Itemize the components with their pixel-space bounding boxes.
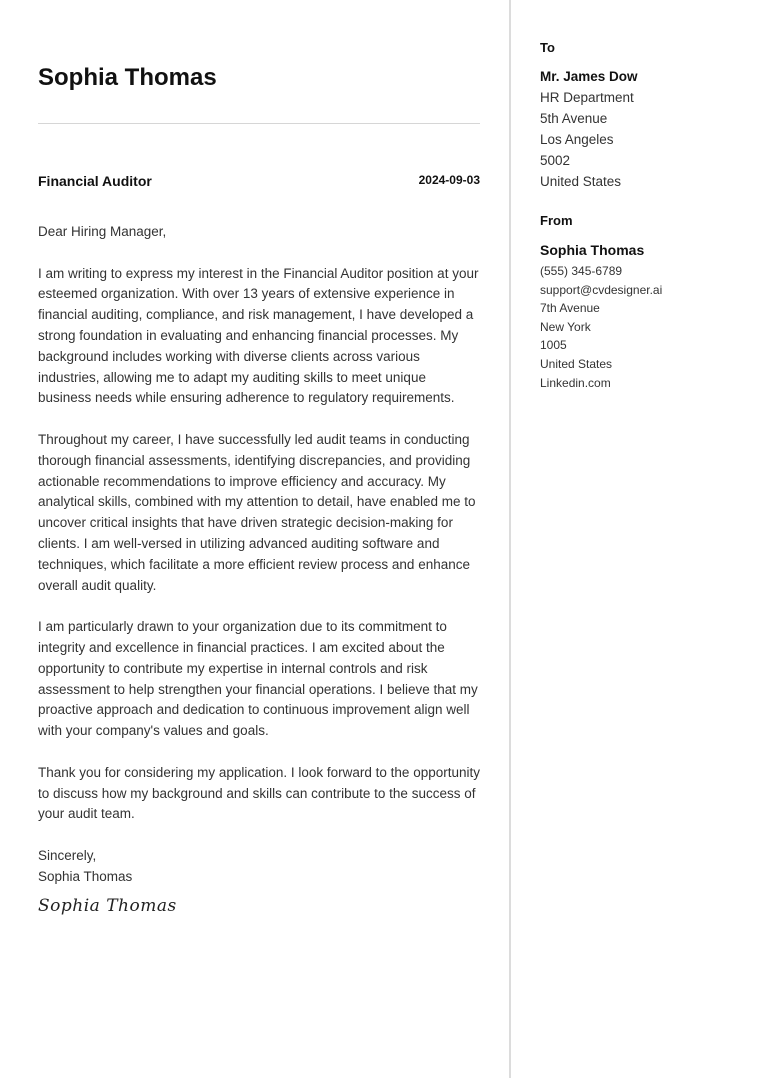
sender-country: United States [540, 356, 613, 371]
recipient-name: Mr. James Dow [540, 69, 638, 84]
paragraph-1: I am writing to express my interest in the Financial Auditor position at your esteemed organization. With over 13 years of extensive experience in financial auditing, compliance, and risk management, I have developed a strong foundation in evaluating and enhancing financial processes. My background includes working with diverse clients across various industries, allowing me to adapt my auditing skills to meet unique business needs while ensuring adherence to regulatory requirements. [38, 265, 479, 406]
recipient-postal-code: 5002 [540, 153, 571, 168]
handwritten-signature: Sophia Thomas [38, 895, 177, 916]
sender-postal-code: 1005 [540, 338, 567, 353]
to-label: To [540, 40, 555, 55]
sender-phone: (555) 345-6789 [540, 264, 623, 278]
paragraph-3: I am particularly drawn to your organization due to its commitment to integrity and excellence in financial practices. I am excited about the opportunity to contribute my expertise in internal controls and risk assessment to help strengthen your financial operations. I believe that my proactive approach and dedication to continuous improvement align well with your company's values and goals. [38, 619, 478, 739]
recipient-department: HR Department [540, 90, 634, 105]
header-divider [38, 123, 480, 124]
closing-block [38, 846, 480, 888]
sender-name: Sophia Thomas [540, 242, 645, 258]
recipient-block [540, 66, 638, 192]
letter-date: 2024-09-03 [418, 173, 480, 187]
closing-salutation: Sincerely, [38, 847, 97, 863]
sender-city: New York [540, 319, 591, 334]
closing-name: Sophia Thomas [38, 868, 133, 884]
sender-email: support@cvdesigner.ai [540, 282, 663, 297]
greeting: Dear Hiring Manager, [38, 224, 167, 239]
from-label: From [540, 213, 573, 228]
column-divider [509, 0, 511, 1078]
applicant-name: Sophia Thomas [38, 64, 217, 91]
sender-block [540, 240, 662, 392]
job-title: Financial Auditor [38, 173, 152, 189]
recipient-country: United States [540, 174, 622, 189]
recipient-street: 5th Avenue [540, 111, 608, 126]
paragraph-4: Thank you for considering my application. I look forward to the opportunity to discuss how my background and skills can contribute to the success of your audit team. [38, 764, 480, 822]
letter-body [38, 222, 480, 916]
recipient-city: Los Angeles [540, 132, 614, 147]
paragraph-2: Throughout my career, I have successfully led audit teams in conducting thorough financial assessments, identifying discrepancies, and providing actionable recommendations to improve efficiency and accuracy. My analytical skills, combined with my attention to detail, have enabled me to uncover critical insights that have driven strategic decision-making for clients. I am well-versed in utilizing advanced auditing software and techniques, which facilitate a more efficient review process and enhance overall audit quality. [38, 431, 476, 593]
sender-street: 7th Avenue [540, 301, 600, 316]
sender-linkedin: Linkedin.com [540, 375, 611, 390]
job-line [38, 173, 480, 191]
